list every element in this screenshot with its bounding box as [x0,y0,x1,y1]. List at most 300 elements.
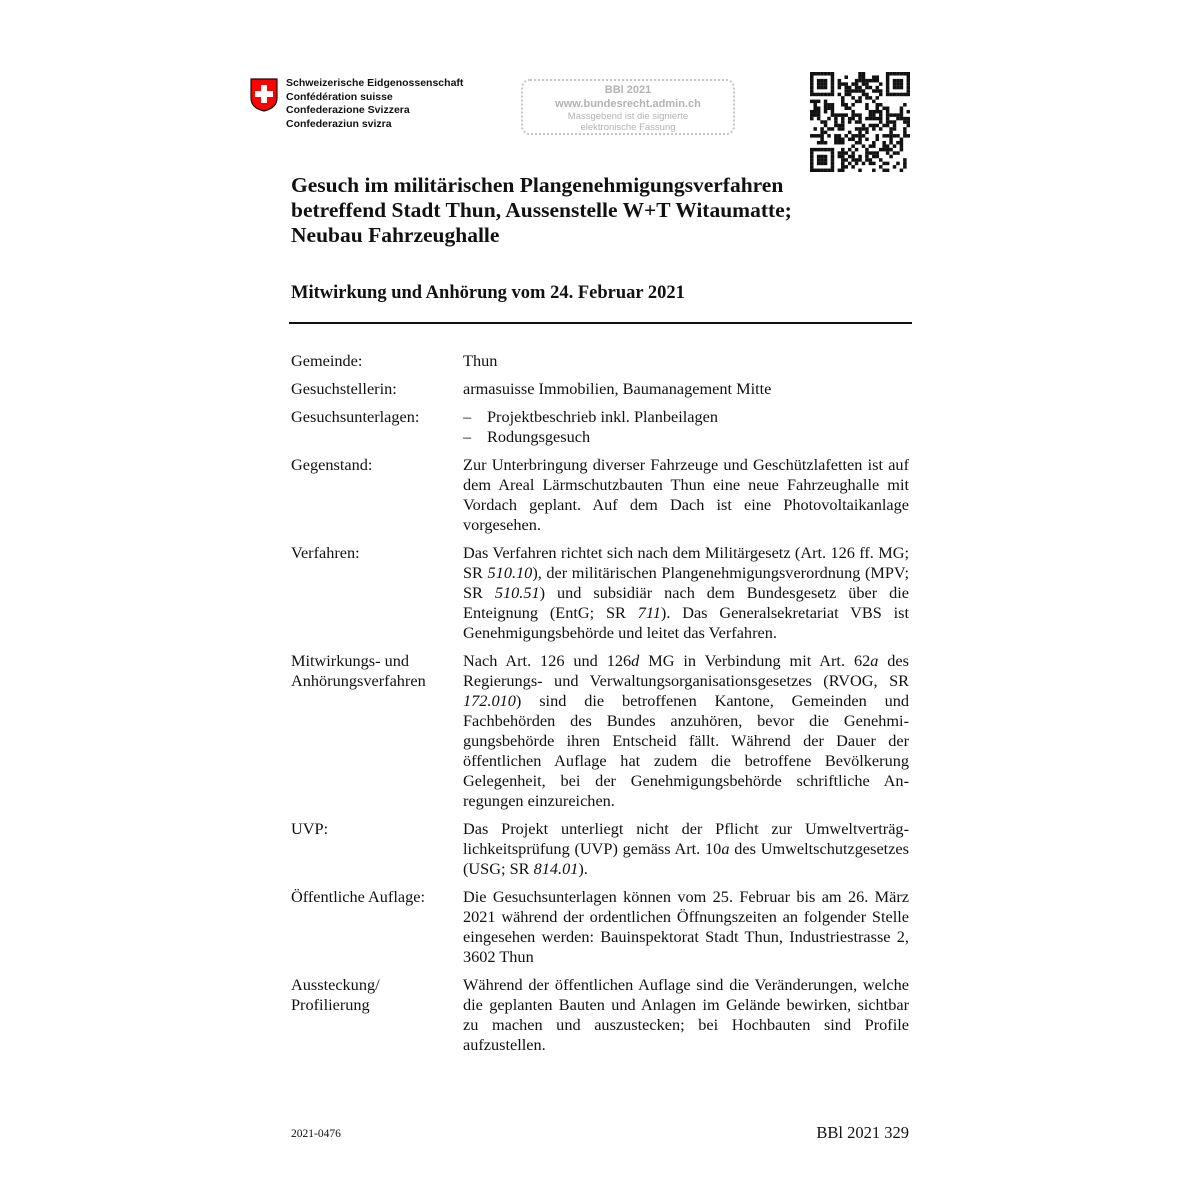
text-segment: ) sind die betroffenen Kantone, Gemeinden und Fachbehörden des Bundes anzuhören, bevor die Genehmigungsbehörde ihren Entscheid fällt. Während der Dauer der öffentlichen Auflage hat zudem die betroffene Bevölkerung Gelegenheit, bei der Genehmigungsbehörde schriftliche Anregungen einzureichen. [463,691,909,810]
qr-module [900,110,904,114]
qr-module [844,103,848,107]
sr-number: 510.10 [487,563,533,582]
qr-module [848,93,852,97]
qr-module [886,148,890,152]
qr-module [869,144,873,148]
qr-module [838,151,842,155]
qr-module [872,110,876,114]
qr-module [838,86,842,90]
document-subtitle: Mitwirkung und Anhörung vom 24. Februar 2021 [291,283,685,303]
qr-module [810,117,814,121]
qr-module [841,117,845,121]
label-gesuchsunterlagen: Gesuchsunterlagen: [291,407,420,426]
qr-module [896,117,900,121]
qr-module [827,127,831,131]
qr-module [886,86,890,90]
qr-module [876,134,880,138]
qr-module [831,72,835,76]
qr-module [851,158,855,162]
qr-module [886,117,890,121]
qr-module [879,113,883,117]
qr-module [876,96,880,100]
qr-module [817,93,821,97]
qr-module [824,124,828,128]
qr-module [876,86,880,90]
qr-module [848,162,852,166]
qr-module [862,79,866,83]
value-auflage: Die Gesuchsunterlagen können vom 25. Februar bis am 26. März 2021 während der ordentlichen Öffnungszeiten an folgender Stelle eingesehen werden: Bauinspektorat Stadt Thun, Industriestrasse 2, 3602 Thun [463,887,909,966]
qr-module [810,89,814,93]
qr-module [858,169,862,172]
qr-module [831,127,835,131]
qr-module [813,113,817,117]
qr-module [903,120,907,124]
qr-module [838,113,842,117]
qr-module [903,162,907,166]
qr-module [841,124,845,128]
qr-module [844,106,848,110]
qr-module [855,134,859,138]
list-item [463,407,909,427]
qr-module [900,82,904,86]
qr-module [893,86,897,90]
qr-module [831,110,835,114]
qr-module [820,148,824,152]
qr-module [907,86,910,90]
qr-module [838,169,842,172]
qr-module [889,127,893,131]
qr-module [851,155,855,159]
qr-module [889,120,893,124]
qr-module [900,144,904,148]
qr-module [831,151,835,155]
qr-module [824,110,828,114]
qr-module [820,93,824,97]
qr-module [855,127,859,131]
qr-module [862,144,866,148]
page-reference: BBl 2021 329 [816,1123,909,1142]
qr-module [872,151,876,155]
qr-module [862,72,866,76]
qr-module [876,117,880,121]
qr-module [865,148,869,152]
qr-module [831,106,835,110]
qr-module [827,148,831,152]
qr-module [824,148,828,152]
qr-module [865,106,869,110]
qr-module [872,169,876,172]
qr-module [896,151,900,155]
qr-module [893,165,897,169]
qr-module [858,127,862,131]
qr-module [869,158,873,162]
qr-module [858,100,862,104]
label-gegenstand: Gegenstand: [291,455,373,474]
qr-module [886,144,890,148]
row-gegenstand [291,455,909,535]
qr-module [810,86,814,90]
qr-module [889,72,893,76]
authority-line-rm: Confederaziun svizra [286,117,392,130]
qr-module [824,155,828,159]
qr-module [896,86,900,90]
qr-module [831,86,835,90]
qr-module [810,75,814,79]
qr-module [834,120,838,124]
value-gesuchsunterlagen [463,407,909,447]
qr-module [810,79,814,83]
qr-module [869,117,873,121]
italic-suffix: a [870,651,879,670]
qr-module [865,127,869,131]
qr-module [817,113,821,117]
sr-number: 711 [637,603,661,622]
qr-module [858,113,862,117]
doc-number: 2021-0476 [291,1128,341,1140]
sr-number: 510.51 [494,583,540,602]
qr-module [876,151,880,155]
qr-module [869,96,873,100]
qr-module [841,82,845,86]
qr-module [824,72,828,76]
qr-module [851,138,855,142]
qr-module [879,117,883,121]
qr-module [838,155,842,159]
qr-module [841,103,845,107]
qr-module [858,158,862,162]
qr-module [851,134,855,138]
qr-module [855,113,859,117]
qr-module [900,79,904,83]
qr-module [813,110,817,114]
qr-module [817,155,821,159]
qr-module [872,117,876,121]
qr-module [841,148,845,152]
qr-module [872,155,876,159]
qr-module [831,93,835,97]
qr-module [813,100,817,104]
qr-module [844,158,848,162]
qr-module [869,113,873,117]
qr-module [858,134,862,138]
qr-module [841,162,845,166]
qr-module [900,72,904,76]
qr-module [820,79,824,83]
qr-module [810,162,814,166]
sr-number: 814.01 [533,859,579,878]
label-line: Anhörungsverfahren [291,671,426,690]
qr-module [907,124,910,128]
label-mitwirkung [291,651,463,811]
row-gesuchsunterlagen [291,407,909,447]
qr-module [841,158,845,162]
row-aussteckung [291,975,909,1055]
qr-module [848,148,852,152]
qr-module [848,117,852,121]
qr-module [886,113,890,117]
qr-module [903,131,907,135]
qr-module [831,113,835,117]
row-gesuchstellerin [291,379,909,399]
qr-module [896,93,900,97]
qr-module [903,72,907,76]
qr-module [900,117,904,121]
qr-module [907,93,910,97]
qr-module [876,75,880,79]
qr-module [831,162,835,166]
qr-module [858,72,862,76]
qr-module [882,162,886,166]
qr-module [869,79,873,83]
qr-module [848,155,852,159]
qr-module [882,106,886,110]
qr-module [886,110,890,114]
row-uvp [291,819,909,879]
qr-module [900,148,904,152]
qr-module [820,86,824,90]
value-gesuchstellerin: armasuisse Immobilien, Baumanagement Mitte [463,379,772,398]
qr-module [810,72,814,76]
qr-module [865,151,869,155]
qr-module [893,151,897,155]
text-segment: ). Das Generalsekretariat VBS ist Genehmigungsbehörde und leitet das Verfahren. [463,603,909,642]
list-dash: – [463,427,472,446]
qr-module [810,100,814,104]
label-gesuchstellerin: Gesuchstellerin: [291,379,397,398]
row-verfahren [291,543,909,643]
qr-module [872,75,876,79]
qr-module [886,106,890,110]
qr-module [817,79,821,83]
qr-module [886,89,890,93]
label-verfahren: Verfahren: [291,543,360,562]
qr-module [893,124,897,128]
qr-module [820,72,824,76]
text-segment: des Regierungs- und Verwaltungsorganisationsgesetzes (RVOG, SR [463,651,909,690]
qr-module [876,124,880,128]
value-verfahren [463,543,909,643]
qr-module [879,93,883,97]
qr-module [827,93,831,97]
stamp-line-2: www.bundesrecht.admin.ch [555,98,701,110]
label-uvp: UVP: [291,819,329,838]
row-auflage [291,887,909,967]
qr-module [858,131,862,135]
qr-module [879,82,883,86]
qr-module [900,93,904,97]
qr-module [851,117,855,121]
qr-module [858,141,862,145]
text-segment: ), der militärischen Plangenehmigungsverordnung (MPV; SR [463,563,909,602]
qr-module [872,113,876,117]
qr-module [907,134,910,138]
list-item-text: Rodungsgesuch [487,427,591,446]
qr-module [872,127,876,131]
label-gemeinde: Gemeinde: [291,351,363,370]
qr-module [820,82,824,86]
qr-module [855,86,859,90]
qr-module [817,72,821,76]
qr-module [896,134,900,138]
qr-module [844,75,848,79]
qr-module [876,106,880,110]
qr-module [889,141,893,145]
qr-module [827,134,831,138]
qr-module [907,117,910,121]
qr-module [862,124,866,128]
qr-module [903,134,907,138]
qr-module [903,158,907,162]
qr-module [872,162,876,166]
qr-module [820,120,824,124]
qr-module [865,96,869,100]
qr-module [851,151,855,155]
qr-module [882,169,886,172]
label-line: Aussteckung/ [291,975,380,994]
qr-module [900,141,904,145]
qr-module [889,113,893,117]
qr-module [889,148,893,152]
qr-module [896,113,900,117]
qr-module [855,120,859,124]
qr-module [886,162,890,166]
qr-module [896,82,900,86]
qr-module [834,138,838,142]
qr-module [879,103,883,107]
qr-module [869,86,873,90]
qr-module [858,117,862,121]
qr-module [851,89,855,93]
qr-module [858,96,862,100]
qr-module [879,127,883,131]
qr-module [841,96,845,100]
qr-module [831,79,835,83]
qr-module [824,86,828,90]
qr-module [903,165,907,169]
qr-module [831,103,835,107]
info-table [291,351,909,1063]
text-segment: Nach Art. 126 und 126 [463,651,632,670]
qr-module [827,106,831,110]
authority-line-fr: Confédération suisse [286,90,393,103]
qr-module [876,89,880,93]
value-gegenstand: Zur Unterbringung diverser Fahrzeuge und Geschützlafetten ist auf dem Areal Lärmschutzbauten Thun eine neue Fahrzeughalle mit Vordach geplant. Auf dem Dach ist eine Photovoltaikanlage vorgesehen. [463,455,909,534]
qr-module [817,169,821,172]
value-uvp [463,819,909,879]
qr-module [889,131,893,135]
qr-module [903,93,907,97]
qr-module [820,138,824,142]
qr-module [903,117,907,121]
qr-module [869,162,873,166]
qr-module [810,93,814,97]
qr-module [858,79,862,83]
qr-module [879,120,883,124]
title-line-1: Gesuch im militärischen Plangenehmigungsverfahren [291,173,784,197]
qr-module [872,144,876,148]
italic-suffix: a [721,839,730,858]
qr-module [813,106,817,110]
qr-module [820,162,824,166]
qr-module [862,93,866,97]
qr-module [865,131,869,135]
qr-module [889,155,893,159]
italic-suffix: d [631,651,640,670]
qr-module [889,93,893,97]
qr-module [896,162,900,166]
label-line: Mitwirkungs- und [291,651,410,670]
qr-module [817,141,821,145]
federal-logo [250,78,463,131]
qr-module [817,110,821,114]
qr-module [900,113,904,117]
qr-module [882,144,886,148]
qr-module [810,110,814,114]
qr-module [865,158,869,162]
text-segment: ) und subsidiär nach dem Bundesgesetz über die Enteignung (EntG; SR [463,583,909,622]
qr-module [865,82,869,86]
qr-module [817,86,821,90]
qr-module [824,158,828,162]
qr-module [841,155,845,159]
qr-module [903,127,907,131]
qr-module [848,138,852,142]
qr-module [817,162,821,166]
qr-module [824,141,828,145]
qr-module [827,103,831,107]
qr-module [824,120,828,124]
qr-module [848,106,852,110]
qr-module [810,165,814,169]
qr-module [872,89,876,93]
qr-module [824,82,828,86]
qr-module [855,89,859,93]
qr-module [831,158,835,162]
qr-module [858,155,862,159]
qr-module [851,103,855,107]
qr-module [851,110,855,114]
qr-module [862,127,866,131]
qr-module [886,169,890,172]
qr-module [824,131,828,135]
qr-module [817,82,821,86]
qr-module [813,134,817,138]
stamp-line-1: BBl 2021 [604,84,652,96]
qr-module [889,134,893,138]
qr-module [886,120,890,124]
qr-module [855,148,859,152]
qr-module [865,93,869,97]
authority-line-it: Confederazione Svizzera [286,104,410,116]
qr-module [872,79,876,83]
qr-module [844,89,848,93]
qr-module [862,82,866,86]
qr-module [900,106,904,110]
qr-module [820,158,824,162]
qr-module [838,127,842,131]
qr-module [831,155,835,159]
qr-module [824,93,828,97]
qr-module [882,148,886,152]
qr-module [817,117,821,121]
qr-module [882,134,886,138]
qr-module [813,72,817,76]
qr-module [862,75,866,79]
value-gemeinde: Thun [463,351,498,370]
qr-module [879,148,883,152]
title-line-2: betreffend Stadt Thun, Aussenstelle W+T Witaumatte; [291,198,792,222]
title-line-3: Neubau Fahrzeughalle [291,223,500,247]
